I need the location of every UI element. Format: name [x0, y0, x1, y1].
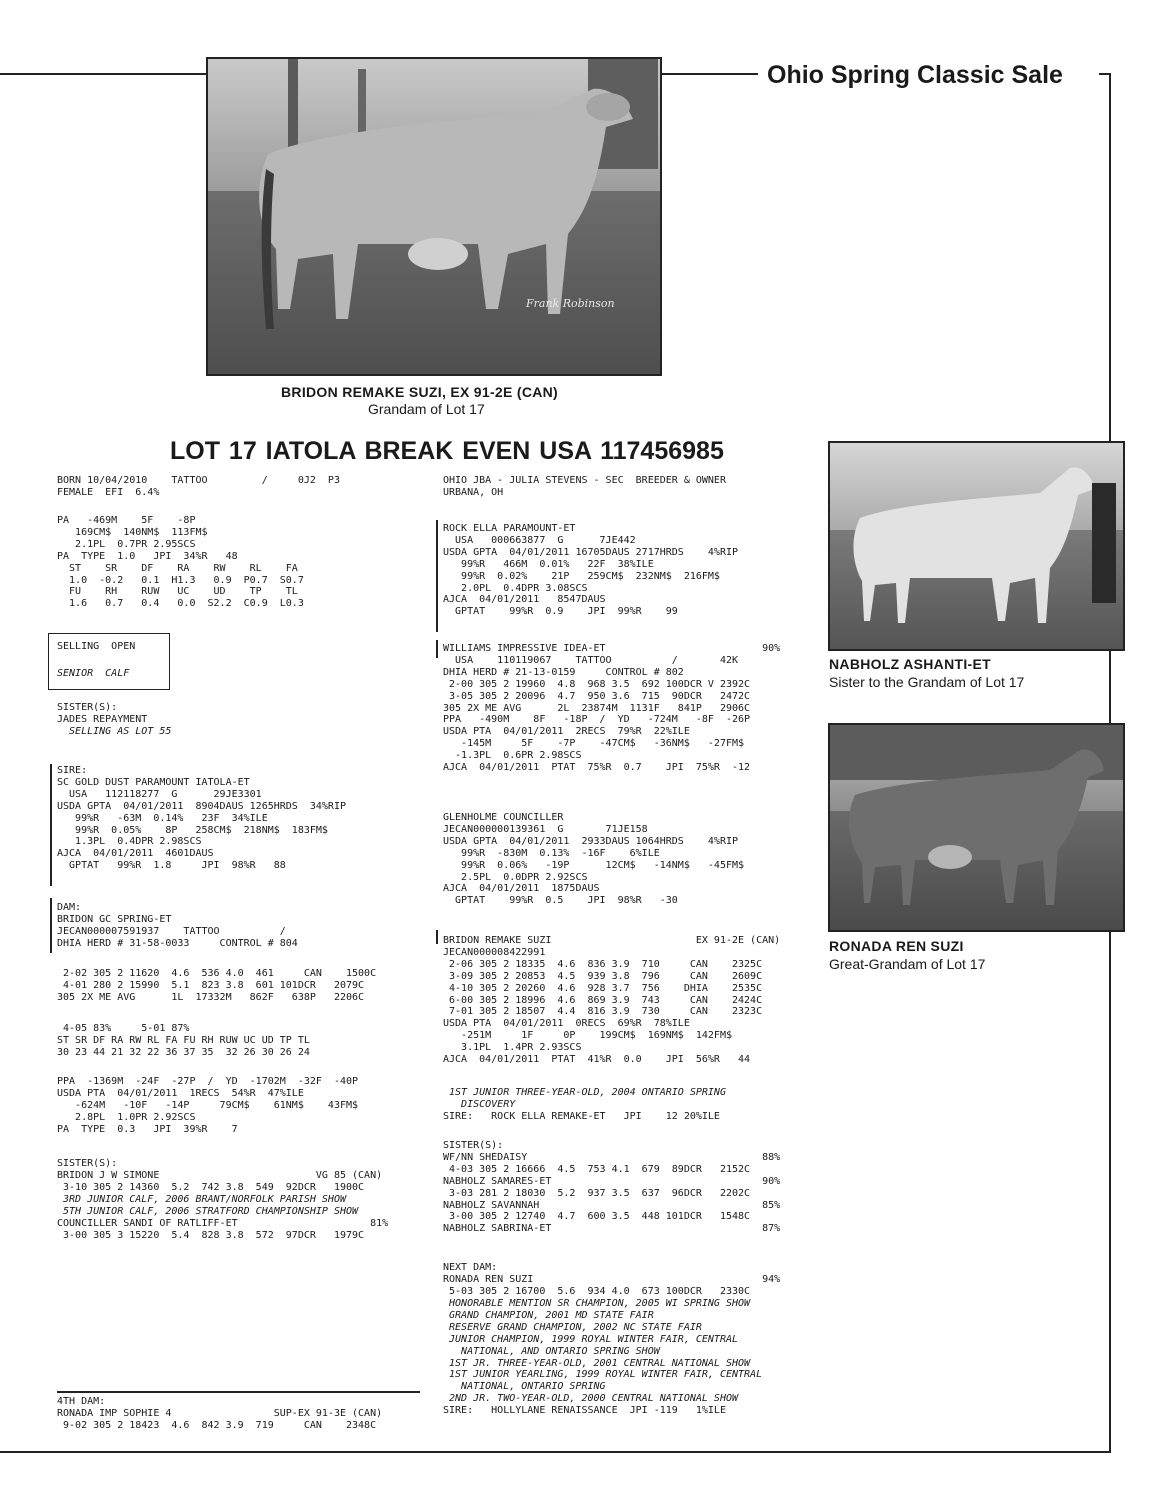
bridon-awards: 1ST JUNIOR THREE-YEAR-OLD, 2004 ONTARIO SPRING DISCOVERY — [449, 1087, 726, 1110]
selling-class: SENIOR CALF — [57, 668, 130, 679]
sire-bar — [50, 764, 52, 886]
sisters-selling-note: SELLING AS LOT 55 — [57, 726, 172, 737]
dam-sisters: SISTER(S): BRIDON J W SIMONE VG 85 (CAN) 3-10 305 2 14360 5.2 742 3.8 549 92DCR 1900C — [57, 1158, 383, 1193]
great-grandam-cow-photo — [828, 723, 1125, 932]
dam-bar — [50, 898, 52, 953]
lot-title: LOT 17 IATOLA BREAK EVEN USA 117456985 — [170, 437, 724, 465]
next-dam-awards: HONORABLE MENTION SR CHAMPION, 2005 WI SPRING SHOW GRAND CHAMPION, 2001 MD STATE FAIR RESERVE GRAND CHAMPION, 2002 NC STATE FAIR JUNIOR CHAMPION, 1999 ROYAL WINTER FAIR, CENTRAL NATIONAL, AND ONTARIO SPRING SHOW 1ST JR. THREE-YEAR-OLD, 2001 CENTRAL NATIONAL SHOW 1ST JUNIOR YEARLING, 1999 ROYAL WINTER FAIR, CENTRAL NATIONAL, ONTARIO SPRING 2ND JR. TWO-YEAR-OLD, 2000 CENTRAL NATIONAL SHOW — [449, 1298, 763, 1405]
great-grandam-caption-sub: Great-Grandam of Lot 17 — [829, 956, 986, 972]
dam-section: DAM: BRIDON GC SPRING-ET JECAN000007591937 TATTOO / DHIA HERD # 31-58-0033 CONTROL # 804 — [57, 902, 298, 949]
williams-section: WILLIAMS IMPRESSIVE IDEA-ET 90% USA 110119067 TATTOO / 42K DHIA HERD # 21-13-0159 CONTROL # 802 2-00 305 2 19960 4.8 968 3.5 692 100DCR V 2392C 3-05 305 2 20096 4.7 950 3.6 715 90DCR 2472C 305 2X ME AVG 2L 23874M 1131F 841P 2906C PPA -490M 8F -18P / YD -724M -8F -26P USDA PTA 04/01/2011 2RECS 79%R 22%ILE -145M 5F -7P -47CM$ -36NM$ -27FM$ -1.3PL 0.6PR 2.98SCS AJCA 04/01/2011 PTAT 75%R 0.7 JPI 75%R -12 — [443, 643, 781, 774]
fourth-dam-rule — [57, 1391, 420, 1393]
sisters-section: SISTER(S): JADES REPAYMENT — [57, 702, 148, 725]
next-dam-sire: SIRE: HOLLYLANE RENAISSANCE JPI -119 1%ILE — [443, 1405, 726, 1416]
sale-title: Ohio Spring Classic Sale — [767, 61, 1063, 89]
owner-info: OHIO JBA - JULIA STEVENS - SEC BREEDER & OWNER URBANA, OH — [443, 475, 726, 498]
dam-records: 2-02 305 2 11620 4.6 536 4.0 461 CAN 1500C 4-01 280 2 15990 5.1 823 3.8 601 101DCR 2079C 305 2X ME AVG 1L 17332M 862F 638P 2206C — [57, 968, 377, 1003]
sire-section: SIRE: SC GOLD DUST PARAMOUNT IATOLA-ET USA 112118277 G 29JE3301 USDA GPTA 04/01/2011 8904DAUS 1265HRDS 34%RIP 99%R -63M 0.14% 23F 34%ILE 99%R 0.05% 8P 258CM$ 218NM$ 183FM$ 1.3PL 0.4DPR 2.98SCS AJCA 04/01/2011 4601DAUS GPTAT 99%R 1.8 JPI 98%R 88 — [57, 765, 346, 872]
pa-info: PA -469M 5F -8P 169CM$ 140NM$ 113FM$ 2.1PL 0.7PR 2.95SCS PA TYPE 1.0 JPI 34%R 48 ST SR DF RA RW RL FA 1.0 -0.2 0.1 H1.3 0.9 P0.7 S0.7 FU RH RUW UC UD TP TL 1.6 0.7 0.4 0.0 S2.2 C0.9 L0.3 — [57, 515, 304, 610]
photo-watermark: Frank Robinson — [526, 297, 615, 310]
bridon-bar — [436, 930, 438, 944]
bridon-section: BRIDON REMAKE SUZI EX 91-2E (CAN) JECAN000008422991 2-06 305 2 18335 4.6 836 3.9 710 CAN 2325C 3-09 305 2 20853 4.5 939 3.8 796 CAN 2609C 4-10 305 2 20260 4.6 928 3.7 756 DHIA 2535C 6-00 305 2 18996 4.6 869 3.9 743 CAN 2424C 7-01 305 2 18507 4.4 816 3.9 730 CAN 2323C USDA PTA 04/01/2011 0RECS 69%R 78%ILE -251M 1F 0P 199CM$ 169NM$ 142FM$ 3.1PL 1.4PR 2.93SCS AJCA 04/01/2011 PTAT 41%R 0.0 JPI 56%R 44 — [443, 935, 781, 1066]
dam-ppa: PPA -1369M -24F -27P / YD -1702M -32F -40P USDA PTA 04/01/2011 1RECS 54%R 47%ILE -624M -10F -14P 79CM$ 61NM$ 43FM$ 2.8PL 1.0PR 2.92SCS PA TYPE 0.3 JPI 39%R 7 — [57, 1076, 359, 1135]
sister-cow-photo — [828, 441, 1125, 651]
great-grandam-caption-name: RONADA REN SUZI — [829, 938, 964, 954]
sister-photo-caption-sub: Sister to the Grandam of Lot 17 — [829, 674, 1025, 690]
dam-type: 4-05 83% 5-01 87% ST SR DF RA RW RL FA FU RH RUW UC UD TP TL 30 23 44 21 32 22 36 37 35 32 26 30 26 24 — [57, 1023, 310, 1058]
sire-of-dam: ROCK ELLA PARAMOUNT-ET USA 000663877 G 7JE442 USDA GPTA 04/01/2011 16705DAUS 2717HRDS 4%RIP 99%R 466M 0.01% 22F 38%ILE 99%R 0.02% 21P 259CM$ 232NM$ 216FM$ 2.0PL 0.4DPR 3.08SCS AJCA 04/01/2011 8547DAUS GPTAT 99%R 0.9 JPI 99%R 99 — [443, 523, 739, 618]
main-cow-photo — [206, 57, 662, 376]
bridon-sire: SIRE: ROCK ELLA REMAKE-ET JPI 12 20%ILE — [443, 1111, 720, 1122]
main-photo-caption-sub: Grandam of Lot 17 — [368, 401, 485, 417]
glenholme-section: GLENHOLME COUNCILLER JECAN000000139361 G 71JE158 USDA GPTA 04/01/2011 2933DAUS 1064HRDS 4%RIP 99%R -830M 0.13% -16F 6%ILE 99%R 0.06% -19P 12CM$ -14NM$ -45FM$ 2.5PL 0.0DPR 2.92SCS AJCA 04/01/2011 1875DAUS GPTAT 99%R 0.5 JPI 98%R -30 — [443, 812, 745, 907]
sisters-records: SISTER(S): WF/NN SHEDAISY 88% 4-03 305 2 16666 4.5 753 4.1 679 89DCR 2152C NABHOLZ SAMARES-ET 90% 3-03 281 2 18030 5.2 937 3.5 637 96DCR 2202C NABHOLZ SAVANNAH 85% 3-00 305 2 12740 4.7 600 3.5 448 101DCR 1548C NABHOLZ SABRINA-ET 87% — [443, 1140, 781, 1235]
header-rule-right — [662, 73, 758, 75]
next-dam: NEXT DAM: RONADA REN SUZI 94% 5-03 305 2 16700 5.6 934 4.0 673 100DCR 2330C — [443, 1262, 781, 1297]
sire-of-dam-bar — [436, 520, 438, 632]
header-rule-left — [0, 73, 208, 75]
dam-sisters-second: COUNCILLER SANDI OF RATLIFF-ET 81% 3-00 305 3 15220 5.4 828 3.8 572 97DCR 1979C — [57, 1218, 389, 1241]
main-photo-caption-name: BRIDON REMAKE SUZI, EX 91-2E (CAN) — [281, 384, 559, 400]
sister-photo-caption-name: NABHOLZ ASHANTI-ET — [829, 656, 991, 672]
selling-status: SELLING OPEN — [57, 641, 136, 652]
birth-info: BORN 10/04/2010 TATTOO / 0J2 P3 FEMALE EFI 6.4% — [57, 475, 340, 498]
frame-bottom-edge — [0, 1451, 1111, 1453]
dam-sisters-awards: 3RD JUNIOR CALF, 2006 BRANT/NORFOLK PARISH SHOW 5TH JUNIOR CALF, 2006 STRATFORD CHAMPIONSHIP SHOW — [63, 1194, 359, 1217]
williams-bar — [436, 640, 438, 658]
fourth-dam: 4TH DAM: RONADA IMP SOPHIE 4 SUP-EX 91-3E (CAN) 9-02 305 2 18423 4.6 842 3.9 719 CAN 2348C — [57, 1396, 383, 1431]
